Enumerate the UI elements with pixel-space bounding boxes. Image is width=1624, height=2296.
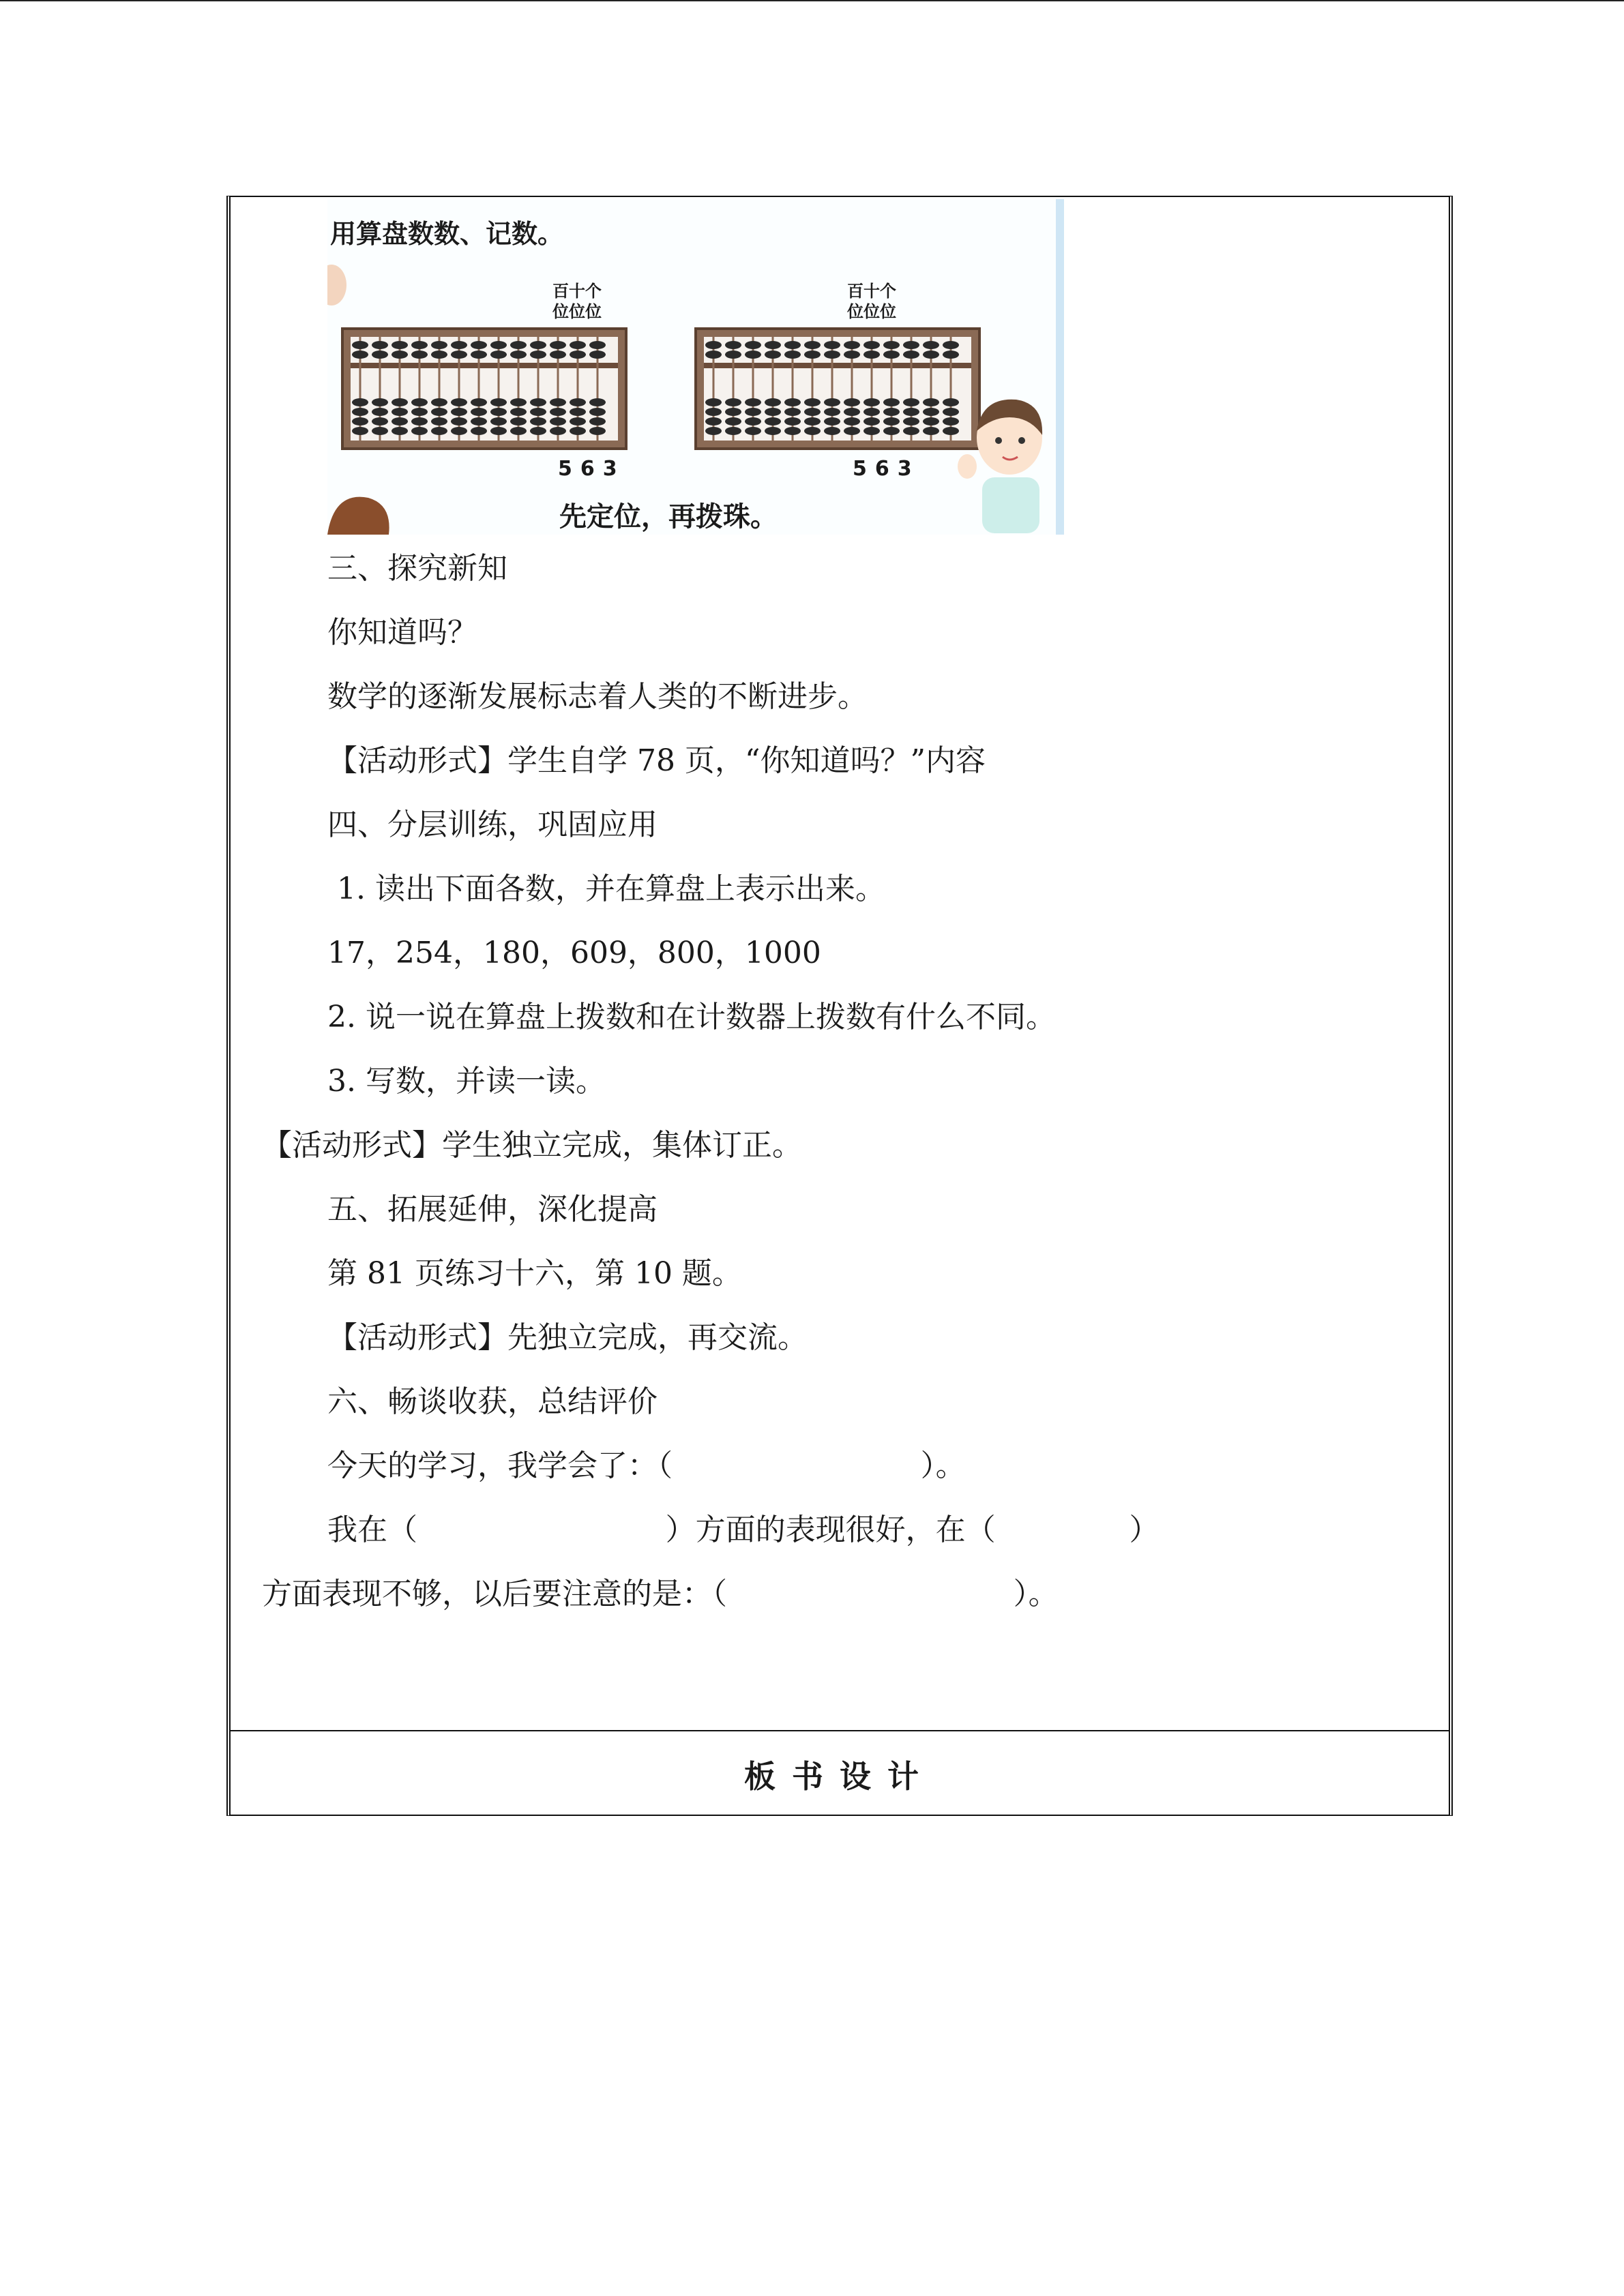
abacus-bead xyxy=(451,427,467,435)
place-label-top: 百十个 xyxy=(847,281,896,301)
abacus-bead xyxy=(372,417,388,426)
abacus-bead xyxy=(745,427,761,435)
abacus-bead xyxy=(943,351,959,359)
abacus-bead xyxy=(471,398,487,406)
abacus-bead xyxy=(471,408,487,416)
abacus-bead xyxy=(903,417,919,426)
paragraph-line: 数学的逐渐发展标志着人类的不断进步。 xyxy=(327,679,868,714)
abacus-bead xyxy=(372,351,388,359)
abacus-bead xyxy=(883,417,900,426)
section-six-heading: 六、畅谈收获，总结评价 xyxy=(327,1384,658,1419)
abacus-bead xyxy=(570,408,586,416)
abacus-bead xyxy=(392,417,408,426)
abacus-bead xyxy=(804,417,821,426)
abacus-bead xyxy=(451,351,467,359)
cartoon-boy-illustration xyxy=(955,390,1057,533)
abacus-bead xyxy=(765,351,781,359)
abacus-bead xyxy=(550,398,566,406)
abacus-bead xyxy=(824,408,840,416)
abacus-bead xyxy=(352,398,368,406)
abacus-bead xyxy=(745,408,761,416)
abacus-bead xyxy=(471,341,487,349)
section-five-heading: 五、拓展延伸，深化提高 xyxy=(327,1192,658,1227)
numbers-line: 17，254，180，609，800，1000 xyxy=(327,936,821,970)
abacus-bead xyxy=(923,417,939,426)
abacus-bead xyxy=(490,398,507,406)
abacus-bead xyxy=(725,408,741,416)
exercise-reference-line: 第 81 页练习十六，第 10 题。 xyxy=(327,1256,742,1291)
abacus-bead xyxy=(824,398,840,406)
abacus-bead xyxy=(883,351,900,359)
abacus-bead xyxy=(824,417,840,426)
abacus-bead xyxy=(765,417,781,426)
abacus-bead xyxy=(471,427,487,435)
abacus-bead xyxy=(510,427,527,435)
abacus-bead xyxy=(471,351,487,359)
abacus-bead xyxy=(863,398,880,406)
abacus-bead xyxy=(530,408,546,416)
abacus-bead xyxy=(883,341,900,349)
abacus-bead xyxy=(589,398,606,406)
abacus-bead xyxy=(705,398,722,406)
exercise-two-line: 2. 说一说在算盘上拨数和在计数器上拨数有什么不同。 xyxy=(327,1000,1056,1034)
abacus-bead xyxy=(824,427,840,435)
abacus-bead xyxy=(804,427,821,435)
abacus-bead xyxy=(863,351,880,359)
abacus-left-image xyxy=(341,327,628,450)
abacus-bead xyxy=(824,351,840,359)
cartoon-edge-illustration xyxy=(327,260,348,329)
abacus-bead xyxy=(863,417,880,426)
abacus-bead xyxy=(431,408,447,416)
abacus-bead xyxy=(923,398,939,406)
abacus-bead xyxy=(431,341,447,349)
abacus-bead xyxy=(824,341,840,349)
abacus-bead xyxy=(705,427,722,435)
abacus-bead xyxy=(784,341,801,349)
abacus-bead xyxy=(784,398,801,406)
abacus-bead xyxy=(804,351,821,359)
abacus-bead xyxy=(372,427,388,435)
abacus-bead xyxy=(490,341,507,349)
abacus-bead xyxy=(705,417,722,426)
section-four-heading: 四、分层训练，巩固应用 xyxy=(327,807,658,842)
abacus-bead xyxy=(550,408,566,416)
board-design-heading: 板书设计 xyxy=(744,1758,935,1795)
abacus-bead xyxy=(471,417,487,426)
activity-form-line: 【活动形式】先独立完成，再交流。 xyxy=(327,1320,808,1355)
abacus-bead xyxy=(589,417,606,426)
abacus-bead xyxy=(903,341,919,349)
abacus-bead xyxy=(804,398,821,406)
abacus-bead xyxy=(392,427,408,435)
abacus-bead xyxy=(550,417,566,426)
abacus-bead xyxy=(784,417,801,426)
place-label-bottom: 位位位 xyxy=(847,301,896,321)
abacus-bead xyxy=(352,427,368,435)
exercise-one-line: 1. 读出下面各数，并在算盘上表示出来。 xyxy=(327,871,885,906)
abacus-bead xyxy=(550,341,566,349)
section-three-heading: 三、探究新知 xyxy=(327,551,507,586)
did-you-know-heading: 你知道吗？ xyxy=(327,615,477,650)
abacus-bead xyxy=(490,417,507,426)
cartoon-hair-illustration xyxy=(327,484,396,535)
abacus-bead xyxy=(411,417,428,426)
abacus-bead xyxy=(784,427,801,435)
abacus-bead xyxy=(863,427,880,435)
abacus-bead xyxy=(392,351,408,359)
abacus-bead xyxy=(570,341,586,349)
abacus-bead xyxy=(510,408,527,416)
page-top-rule xyxy=(0,0,1624,1)
abacus-bead xyxy=(550,427,566,435)
abacus-bead xyxy=(392,408,408,416)
abacus-bead xyxy=(411,398,428,406)
abacus-bead xyxy=(765,408,781,416)
abacus-bead xyxy=(411,427,428,435)
abacus-bead xyxy=(923,351,939,359)
abacus-bead xyxy=(883,427,900,435)
abacus-bead xyxy=(372,398,388,406)
abacus-bead xyxy=(844,398,860,406)
abacus-bead xyxy=(765,341,781,349)
illustration-title: 用算盘数数、记数。 xyxy=(330,218,564,249)
illustration-caption: 先定位，再拨珠。 xyxy=(559,501,778,533)
activity-form-line: 【活动形式】学生独立完成，集体订正。 xyxy=(262,1128,802,1163)
abacus-bead xyxy=(765,427,781,435)
reflection-line: 方面表现不够，以后要注意的是：（ ）。 xyxy=(262,1577,1059,1611)
abacus-bead xyxy=(903,398,919,406)
abacus-bead xyxy=(411,341,428,349)
abacus-bead xyxy=(589,341,606,349)
abacus-bead xyxy=(725,351,741,359)
abacus-bead xyxy=(490,427,507,435)
abacus-bead xyxy=(883,398,900,406)
abacus-bead xyxy=(903,408,919,416)
abacus-bead xyxy=(725,417,741,426)
abacus-bead xyxy=(765,398,781,406)
place-value-label-right xyxy=(847,281,896,322)
abacus-bead xyxy=(705,341,722,349)
reflection-line: 今天的学习，我学会了：（ ）。 xyxy=(327,1448,966,1483)
abacus-bead xyxy=(863,408,880,416)
abacus-bead xyxy=(844,427,860,435)
abacus-bead xyxy=(923,427,939,435)
place-label-bottom: 位位位 xyxy=(552,301,602,321)
abacus-bead xyxy=(745,417,761,426)
abacus-bead xyxy=(589,408,606,416)
abacus-bead xyxy=(510,351,527,359)
abacus-bead xyxy=(844,408,860,416)
abacus-bead xyxy=(784,351,801,359)
abacus-bead xyxy=(863,341,880,349)
abacus-bead xyxy=(431,427,447,435)
abacus-bead xyxy=(943,341,959,349)
abacus-bead xyxy=(431,398,447,406)
abacus-bead xyxy=(550,351,566,359)
abacus-bead xyxy=(725,341,741,349)
abacus-bead xyxy=(804,408,821,416)
abacus-bead xyxy=(530,427,546,435)
abacus-bead xyxy=(352,408,368,416)
abacus-bead xyxy=(745,351,761,359)
abacus-bead xyxy=(510,341,527,349)
abacus-bead xyxy=(392,398,408,406)
abacus-bead xyxy=(725,427,741,435)
abacus-bead xyxy=(451,341,467,349)
abacus-bead xyxy=(804,341,821,349)
abacus-bead xyxy=(530,417,546,426)
abacus-bead xyxy=(745,398,761,406)
abacus-bead xyxy=(431,351,447,359)
abacus-bead xyxy=(745,341,761,349)
abacus-bead xyxy=(490,408,507,416)
abacus-bead xyxy=(923,341,939,349)
abacus-bead xyxy=(411,351,428,359)
abacus-bead xyxy=(510,417,527,426)
abacus-bead xyxy=(570,427,586,435)
abacus-bead xyxy=(372,341,388,349)
abacus-bead xyxy=(903,351,919,359)
abacus-bead xyxy=(352,417,368,426)
abacus-bead xyxy=(490,351,507,359)
place-value-label-left xyxy=(552,281,602,322)
abacus-bead xyxy=(705,408,722,416)
abacus-bead xyxy=(352,341,368,349)
abacus-bead xyxy=(883,408,900,416)
abacus-bead xyxy=(570,351,586,359)
abacus-bead xyxy=(589,427,606,435)
place-label-top: 百十个 xyxy=(552,281,602,301)
abacus-bead xyxy=(431,417,447,426)
abacus-bead xyxy=(725,398,741,406)
abacus-bead xyxy=(451,417,467,426)
abacus-bead xyxy=(510,398,527,406)
abacus-bead xyxy=(411,408,428,416)
abacus-bead xyxy=(451,398,467,406)
abacus-bead xyxy=(451,408,467,416)
abacus-bead xyxy=(530,341,546,349)
illustration-scroll-edge xyxy=(1056,199,1064,535)
abacus-right-image xyxy=(694,327,981,450)
abacus-left-number: 563 xyxy=(558,457,625,481)
abacus-bead xyxy=(589,351,606,359)
abacus-bead xyxy=(372,408,388,416)
reflection-line: 我在（ ）方面的表现很好，在（ ） xyxy=(327,1512,1160,1547)
abacus-bead xyxy=(352,351,368,359)
abacus-bead xyxy=(530,351,546,359)
abacus-bead xyxy=(570,417,586,426)
abacus-bead xyxy=(844,341,860,349)
abacus-bead xyxy=(844,351,860,359)
textbook-illustration xyxy=(327,199,1064,535)
activity-form-line: 【活动形式】学生自学 78 页，“你知道吗？”内容 xyxy=(327,743,986,778)
abacus-bead xyxy=(530,398,546,406)
exercise-three-line: 3. 写数，并读一读。 xyxy=(327,1064,606,1099)
abacus-bead xyxy=(392,341,408,349)
abacus-bead xyxy=(570,398,586,406)
abacus-bead xyxy=(923,408,939,416)
abacus-right-number: 563 xyxy=(853,457,920,481)
abacus-bead xyxy=(705,351,722,359)
abacus-bead xyxy=(784,408,801,416)
abacus-bead xyxy=(844,417,860,426)
abacus-bead xyxy=(903,427,919,435)
